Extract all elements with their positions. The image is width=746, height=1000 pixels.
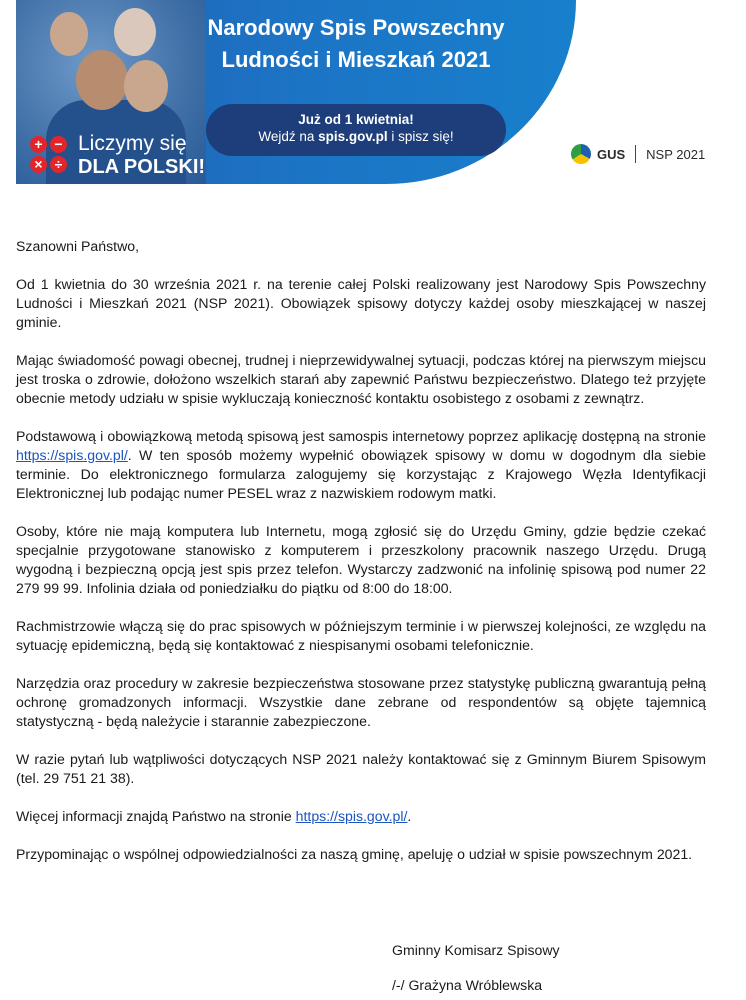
gus-label: GUS [597, 146, 626, 162]
paragraph-3-end: . W ten sposób możemy wypełnić obowiązek spisowy w domu w dogodnym dla siebie terminie. Do elektronicznego formularza zalogujemy się korzystając z Krajowego Węzła Identyfikacji Elektronicznej lub podając numer PESEL wraz z nazwiskiem rodowym matki. [16, 447, 706, 501]
paragraph-4: Osoby, które nie mają komputera lub Internetu, mogą zgłosić się do Urzędu Gminy, gdzie będzie czekać specjalnie przygotowane stanowisko z komputerem i przeszkolony pracownik naszego Urzędu. Drugą wygodną i bezpieczną opcją jest spis przez telefon. Wystarczy zadzwonić na infolinię spisową pod numer 22 279 99 99. Infolinia działa od poniedziałku do piątku od 8:00 do 18:00. [16, 523, 706, 596]
logo-divider [635, 145, 636, 163]
paragraph-9: Przypominając o wspólnej odpowiedzialności za naszą gminę, apeluję o udział w spisie powszechnym 2021. [16, 846, 693, 862]
person-man-older [114, 8, 156, 56]
pill-line1: Już od 1 kwietnia! [298, 112, 414, 127]
pill-prefix: Wejdź na [258, 129, 319, 144]
pill-suffix: i spisz się! [387, 129, 454, 144]
spis-link-2[interactable]: https://spis.gov.pl/ [295, 808, 408, 824]
times-icon: × [30, 156, 47, 173]
paragraph-8-start: Więcej informacji znajdą Państwo na stronie [16, 808, 296, 824]
gus-logo-block [571, 144, 705, 164]
letter-body [16, 237, 706, 883]
banner-title-line1: Narodowy Spis Powszechny [207, 15, 505, 40]
call-to-action-pill [206, 104, 506, 156]
paragraph-6: Narzędzia oraz procedury w zakresie bezpieczeństwa stosowane przez statystykę publiczną gwarantują pełną ochronę gromadzonych informacji. Wszystkie dane zebrane od respondentów są objęte tajemnicą statystyczną - będą należycie i starannie zabezpieczone. [16, 675, 706, 729]
paragraph-8 [16, 807, 706, 826]
gus-logo-icon [571, 144, 591, 164]
slogan-line2: DLA POLSKI! [78, 156, 206, 178]
paragraph-7: W razie pytań lub wątpliwości dotyczących NSP 2021 należy kontaktować się z Gminnym Biurem Spisowym (tel. 29 751 21 38). [16, 751, 706, 786]
pill-line2 [206, 129, 506, 144]
plus-icon: + [30, 136, 47, 153]
math-operators-icon [30, 136, 70, 176]
paragraph-5: Rachmistrzowie włączą się do prac spisowych w późniejszym terminie i w pierwszej kolejności, ze względu na sytuację epidemiczną, będą się kontaktować z niespisanymi osobami telefonicznie. [16, 618, 706, 653]
spis-link[interactable]: https://spis.gov.pl/ [16, 447, 128, 463]
paragraph-8-end: . [407, 808, 412, 824]
signature-title: Gminny Komisarz Spisowy [392, 942, 560, 958]
greeting: Szanowni Państwo, [16, 238, 139, 254]
person-man [76, 50, 128, 110]
minus-icon: − [50, 136, 67, 153]
paragraph-3 [16, 427, 706, 503]
signature-name: /-/ Grażyna Wróblewska [392, 977, 543, 993]
paragraph-2: Mając świadomość powagi obecnej, trudnej i nieprzewidywalnej sytuacji, podczas której na pierwszym miejscu jest troska o zdrowie, dołożono wszelkich starań aby zapewnić Państwu bezpieczeństwo. Dlatego też przyjęte obecnie metody udziału w spisie wykluczają konieczność kontaktu osobistego z osobami z zewnątrz. [16, 352, 706, 406]
nsp-label: NSP 2021 [646, 146, 706, 162]
slogan-line1: Liczymy się [78, 132, 187, 155]
census-banner [16, 0, 730, 184]
paragraph-3-start: Podstawową i obowiązkową metodą spisową jest samospis internetowy poprzez aplikację dostępną na stronie [16, 428, 706, 444]
paragraph-1: Od 1 kwietnia do 30 września 2021 r. na terenie całej Polski realizowany jest Narodowy Spis Powszechny Ludności i Mieszkań 2021 (NSP 2021). Obowiązek spisowy dotyczy każdej osoby mieszkającej w naszej gminie. [16, 276, 706, 330]
person-woman-older [50, 12, 88, 56]
banner-title [191, 12, 521, 76]
person-girl [124, 60, 168, 112]
divide-icon: ÷ [50, 156, 67, 173]
pill-site: spis.gov.pl [318, 129, 388, 144]
banner-title-line2: Ludności i Mieszkań 2021 [221, 47, 491, 72]
